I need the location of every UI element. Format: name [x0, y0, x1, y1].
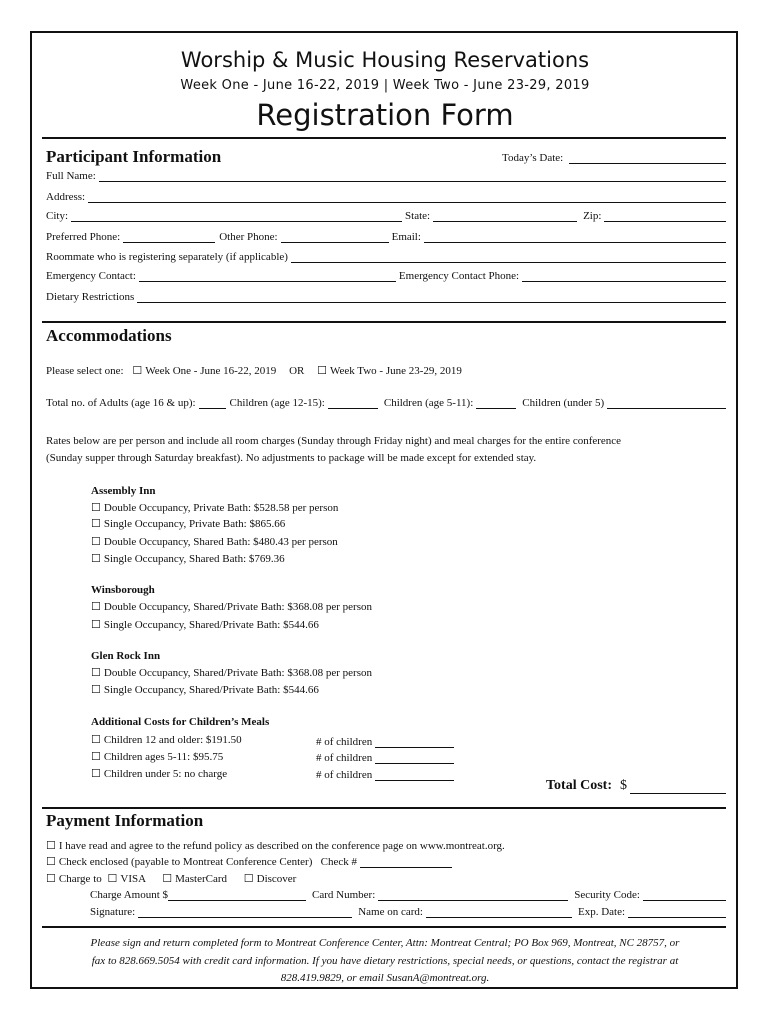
option-checkbox-row[interactable]: ☐ Double Occupancy, Shared/Private Bath: $368.08 per person [91, 601, 372, 613]
charge-to-checkbox[interactable]: ☐ [46, 873, 56, 885]
emergency-row: Emergency Contact: Emergency Contact Phone: [46, 270, 726, 282]
option-checkbox-row[interactable]: ☐ Children ages 5-11: $95.75 [91, 751, 224, 763]
footer-line-3: 828.419.9829, or email SusanA@montreat.org. [280, 972, 490, 984]
checkbox-icon[interactable]: ☐ [91, 601, 101, 613]
exp-date-input[interactable] [628, 908, 726, 918]
checkbox-icon[interactable]: ☐ [91, 768, 101, 780]
divider [42, 137, 726, 139]
divider [42, 321, 726, 323]
checkbox-icon[interactable]: ☐ [91, 684, 101, 696]
charge-to-row: ☐ Charge to ☐ VISA ☐ MasterCard ☐ Discover [46, 873, 297, 885]
mastercard-checkbox[interactable]: ☐ [162, 873, 173, 885]
option-checkbox-row[interactable]: ☐ Double Occupancy, Private Bath: $528.58 per person [91, 502, 339, 514]
children-12-15-input[interactable] [328, 399, 378, 409]
refund-agree-row[interactable]: ☐ I have read and agree to the refund policy as described on the conference page on www.montreat.org. [46, 840, 505, 852]
roommate-field[interactable]: Roommate who is registering separately (if applicable) [46, 251, 726, 263]
children-5-11-input[interactable] [476, 399, 516, 409]
signature-row: Signature: Name on card: Exp. Date: [90, 906, 726, 918]
option-checkbox-row[interactable]: ☐ Double Occupancy, Shared/Private Bath: $368.08 per person [91, 667, 372, 679]
checkbox-icon[interactable]: ☐ [91, 619, 101, 631]
check-enclosed-checkbox[interactable]: ☐ [46, 856, 56, 868]
week-select-row: Please select one: ☐ Week One - June 16-22, 2019 OR ☐ Week Two - June 23-29, 2019 [46, 365, 462, 377]
city-input[interactable] [71, 212, 402, 222]
adults-input[interactable] [199, 399, 226, 409]
option-checkbox-row[interactable]: ☐ Single Occupancy, Shared Bath: $769.36 [91, 553, 285, 565]
checkbox-icon[interactable]: ☐ [91, 667, 101, 679]
other-phone-input[interactable] [281, 233, 389, 243]
payment-heading: Payment Information [46, 811, 204, 830]
address-field[interactable]: Address: [46, 191, 726, 203]
city-state-zip-row: City: State: Zip: [46, 210, 726, 222]
divider [42, 807, 726, 809]
children-count-input[interactable]: # of children [316, 769, 454, 781]
state-input[interactable] [433, 212, 577, 222]
security-code-input[interactable] [643, 891, 726, 901]
email-input[interactable] [424, 233, 726, 243]
total-cost-field[interactable]: Total Cost: $ [546, 778, 726, 794]
dietary-field[interactable]: Dietary Restrictions [46, 291, 726, 303]
option-checkbox-row[interactable]: ☐ Children under 5: no charge [91, 768, 228, 780]
week-two-checkbox[interactable]: ☐ [317, 365, 327, 377]
card-number-input[interactable] [378, 891, 568, 901]
checkbox-icon[interactable]: ☐ [91, 536, 101, 548]
emergency-contact-input[interactable] [139, 272, 396, 282]
children-count-input[interactable]: # of children [316, 736, 454, 748]
check-enclosed-row: ☐ Check enclosed (payable to Montreat Conference Center) Check # [46, 855, 506, 868]
checkbox-icon[interactable]: ☐ [91, 553, 101, 565]
name-on-card-input[interactable] [426, 908, 572, 918]
option-checkbox-row[interactable]: ☐ Children 12 and older: $191.50 [91, 734, 242, 746]
attendee-counts-row: Total no. of Adults (age 16 & up): Children (age 12-15): Children (age 5-11): Children (under 5) [46, 397, 726, 409]
winsborough-heading: Winsborough [91, 584, 155, 596]
glen-rock-inn-heading: Glen Rock Inn [91, 650, 161, 662]
checkbox-icon[interactable]: ☐ [91, 734, 101, 746]
zip-input[interactable] [604, 212, 726, 222]
option-checkbox-row[interactable]: ☐ Single Occupancy, Private Bath: $865.66 [91, 518, 286, 530]
visa-checkbox[interactable]: ☐ [107, 873, 118, 885]
option-checkbox-row[interactable]: ☐ Double Occupancy, Shared Bath: $480.43 per person [91, 536, 338, 548]
todays-date-field[interactable]: Today’s Date: [502, 152, 726, 164]
option-checkbox-row[interactable]: ☐ Single Occupancy, Shared/Private Bath: $544.66 [91, 619, 319, 631]
page-title: Worship & Music Housing Reservations [180, 48, 590, 72]
divider [42, 926, 726, 928]
full-name-field[interactable]: Full Name: [46, 170, 726, 182]
checkbox-icon[interactable]: ☐ [91, 751, 101, 763]
assembly-inn-heading: Assembly Inn [91, 485, 156, 497]
card-details-row: Charge Amount $ Card Number: Security Code: [90, 889, 726, 901]
checkbox-icon[interactable]: ☐ [91, 518, 101, 530]
checkbox-icon[interactable]: ☐ [91, 502, 101, 514]
check-number-input[interactable] [360, 858, 452, 868]
signature-input[interactable] [138, 908, 352, 918]
form-title: Registration Form [256, 98, 514, 132]
children-count-input[interactable]: # of children [316, 752, 454, 764]
footer-line-1: Please sign and return completed form to Montreat Conference Center, Attn: Montreat Central; PO Box 969, Montreat, NC 28757, or [90, 937, 680, 949]
childrens-meals-heading: Additional Costs for Children’s Meals [91, 716, 270, 728]
children-under5-input[interactable] [607, 399, 726, 409]
footer-line-2: fax to 828.669.5054 with credit card information. If you have dietary restrictions, special needs, or questions, contact the registrar at [91, 955, 679, 967]
refund-checkbox[interactable]: ☐ [46, 840, 56, 852]
charge-amount-input[interactable] [168, 891, 306, 901]
preferred-phone-input[interactable] [123, 233, 215, 243]
phone-email-row: Preferred Phone: Other Phone: Email: [46, 231, 726, 243]
week-dates: Week One - June 16-22, 2019 | Week Two - June 23-29, 2019 [180, 78, 590, 93]
rates-note-line1: Rates below are per person and include all room charges (Sunday through Friday night) and meal charges for the entire conference [46, 435, 622, 447]
emergency-phone-input[interactable] [522, 272, 726, 282]
accommodations-heading: Accommodations [46, 326, 172, 345]
option-checkbox-row[interactable]: ☐ Single Occupancy, Shared/Private Bath: $544.66 [91, 684, 319, 696]
participant-heading: Participant Information [46, 147, 222, 166]
week-one-checkbox[interactable]: ☐ [132, 365, 143, 377]
rates-note-line2: (Sunday supper through Saturday breakfast). No adjustments to package will be made except for extended stay. [46, 452, 537, 464]
discover-checkbox[interactable]: ☐ [243, 873, 254, 885]
